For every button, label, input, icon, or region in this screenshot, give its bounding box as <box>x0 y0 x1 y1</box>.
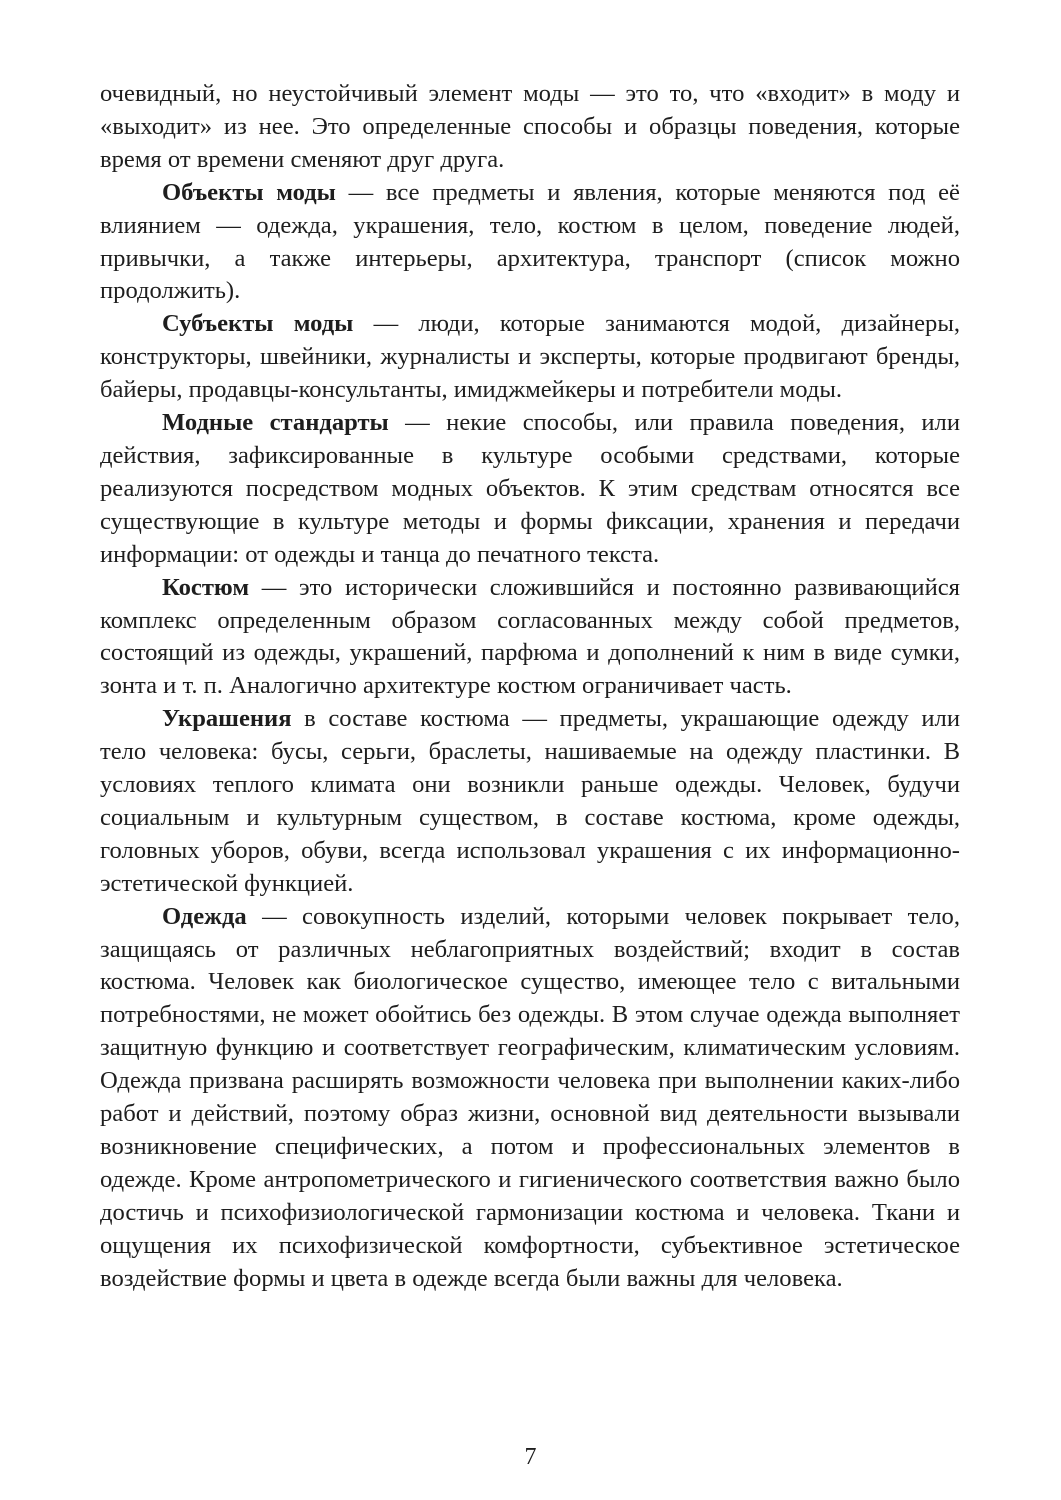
definition-clothing: — совокупность изделий, которыми человек покрывает тело, защищаясь от различных неблагоприятных воздействий; входит в состав костюма. Человек как биологическое существо, имеющее тело с витальными потребностями, не может обойтись без одежды. В этом случае одежда выполняет защитную функцию и соответствует географическим, климатическим условиям. Одежда призвана расширять возможности человека при выполнении каких-либо работ и действий, поэтому образ жизни, основной вид деятельности вызывали возникновение специфических, а потом и профессиональных элементов в одежде. Кроме антропометрического и гигиенического соответствия важно было достичь и психофизиологической гармонизации костюма и человека. Ткани и ощущения их психофизической комфортности, субъективное эстетическое воздействие формы и цвета в одежде всегда были важны для человека. <box>100 902 960 1292</box>
paragraph-fashion-objects <box>100 177 960 309</box>
definition-jewelry: в составе костюма — предметы, украшающие одежду или тело человека: бусы, серьги, браслеты, нашиваемые на одежду пластинки. В условиях теплого климата они возникли раньше одежды. Человек, будучи социальным и культурным существом, в составе костюма, кроме одежды, головных уборов, обуви, всегда использовал украшения с их информационно-эстетической функцией. <box>100 705 960 897</box>
paragraph-fashion-subjects <box>100 308 960 407</box>
term-fashion-standards: Модные стандарты <box>162 409 389 437</box>
term-jewelry: Украшения <box>162 705 292 733</box>
paragraph-clothing <box>100 901 960 1296</box>
paragraph-fashion-standards <box>100 407 960 572</box>
definition-fashion-standards: — некие способы, или правила поведения, или действия, зафиксированные в культуре особыми средствами, которые реализуются посредством модных объектов. К этим средствам относятся все существующие в культуре методы и формы фиксации, хранения и передачи информации: от одежды и танца до печатного текста. <box>100 409 960 568</box>
paragraph-jewelry <box>100 703 960 900</box>
definition-costume: — это исторически сложившийся и постоянно развивающийся комплекс определенным образом согласованных между собой предметов, состоящий из одежды, украшений, парфюма и дополнений к ним в виде сумки, зонта и т. п. Аналогично архитектуре костюм ограничивает часть. <box>100 573 960 700</box>
definition-fashion-subjects: — люди, которые занимаются модой, дизайнеры, конструкторы, швейники, журналисты и эксперты, которые продвигают бренды, байеры, продавцы-консультанты, имиджмейкеры и потребители моды. <box>100 310 960 404</box>
paragraph-text: очевидный, но неустойчивый элемент моды — это то, что «входит» в моду и «выходит» из нее. Это определенные способы и образцы поведения, которые время от времени сменяют друг друга. <box>100 80 960 173</box>
term-clothing: Одежда <box>162 902 247 930</box>
paragraph-costume <box>100 572 960 704</box>
term-fashion-objects: Объекты моды <box>162 178 336 206</box>
definition-fashion-objects: — все предметы и явления, которые меняются под её влиянием — одежда, украшения, тело, костюм в целом, поведение людей, привычки, а также интерьеры, архитектура, транспорт (список можно продолжить). <box>100 178 960 305</box>
term-costume: Костюм <box>162 573 250 601</box>
term-fashion-subjects: Субъекты моды <box>162 310 354 338</box>
page-body <box>100 78 960 1296</box>
page-number: 7 <box>524 1444 537 1470</box>
paragraph-continuation <box>100 78 960 177</box>
